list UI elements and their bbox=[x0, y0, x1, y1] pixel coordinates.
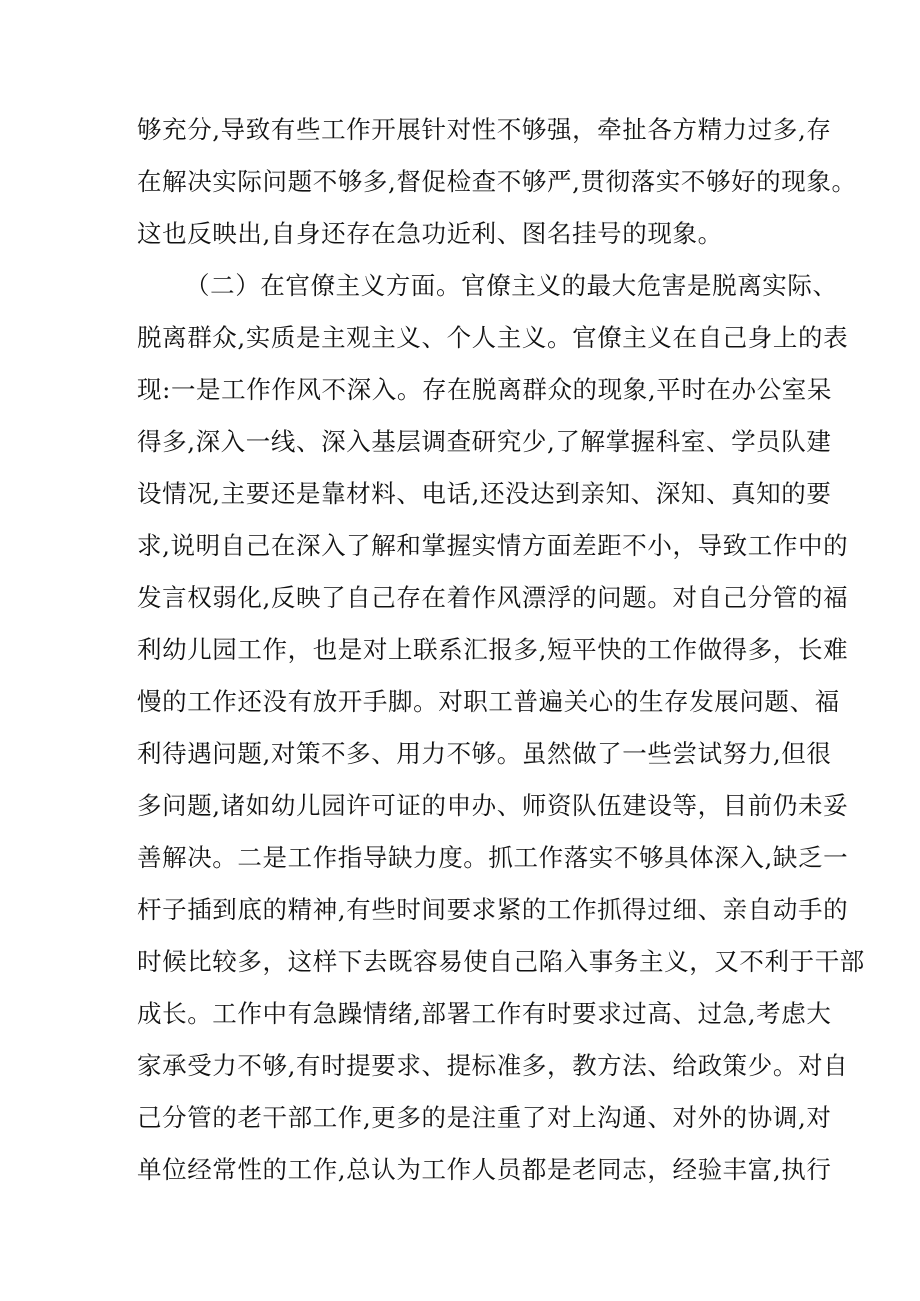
text-line: 成长。工作中有急躁情绪,部署工作有时要求过高、过急,考虑大 bbox=[137, 999, 832, 1028]
text-line: 设情况,主要还是靠材料、电话,还没达到亲知、深知、真知的要 bbox=[137, 479, 832, 508]
text-line: 这也反映出,自身还存在急功近利、图名挂号的现象。 bbox=[137, 219, 723, 248]
text-line: 够充分,导致有些工作开展针对性不够强，牵扯各方精力过多,存 bbox=[137, 115, 832, 144]
text-line: 利待遇问题,对策不多、用力不够。虽然做了一些尝试努力,但很 bbox=[137, 739, 832, 768]
text-line: 得多,深入一线、深入基层调查研究少,了解掌握科室、学员队建 bbox=[137, 427, 832, 456]
text-line: 发言权弱化,反映了自己存在着作风漂浮的问题。对自己分管的福 bbox=[137, 583, 849, 612]
text-line: 多问题,诸如幼儿园许可证的申办、师资队伍建设等，目前仍未妥 bbox=[137, 791, 849, 820]
text-line: 善解决。二是工作指导缺力度。抓工作落实不够具体深入,缺乏一 bbox=[137, 843, 849, 872]
text-line: 现:一是工作作风不深入。存在脱离群众的现象,平时在办公室呆 bbox=[137, 375, 832, 404]
text-line: 时候比较多，这样下去既容易使自己陷入事务主义，又不利于干部 bbox=[137, 947, 865, 976]
text-line: 慢的工作还没有放开手脚。对职工普遍关心的生存发展问题、福 bbox=[137, 687, 840, 716]
document-body bbox=[137, 104, 865, 1196]
text-line: 己分管的老干部工作,更多的是注重了对上沟通、对外的协调,对 bbox=[137, 1103, 832, 1132]
text-line: 杆子插到底的精神,有些时间要求紧的工作抓得过细、亲自动手的 bbox=[137, 895, 849, 924]
text-line: 家承受力不够,有时提要求、提标准多，教方法、给政策少。对自 bbox=[137, 1051, 849, 1080]
text-line: 利幼儿园工作，也是对上联系汇报多,短平快的工作做得多，长难 bbox=[137, 635, 849, 664]
text-line: 求,说明自己在深入了解和掌握实情方面差距不小，导致工作中的 bbox=[137, 531, 849, 560]
section-heading-line: （二）在官僚主义方面。官僚主义的最大危害是脱离实际、 bbox=[185, 271, 838, 300]
text-line: 单位经常性的工作,总认为工作人员都是老同志，经验丰富,执行 bbox=[137, 1155, 832, 1184]
text-line: 脱离群众,实质是主观主义、个人主义。官僚主义在自己身上的表 bbox=[137, 323, 849, 352]
text-line: 在解决实际问题不够多,督促检查不够严,贯彻落实不够好的现象。 bbox=[137, 167, 857, 196]
